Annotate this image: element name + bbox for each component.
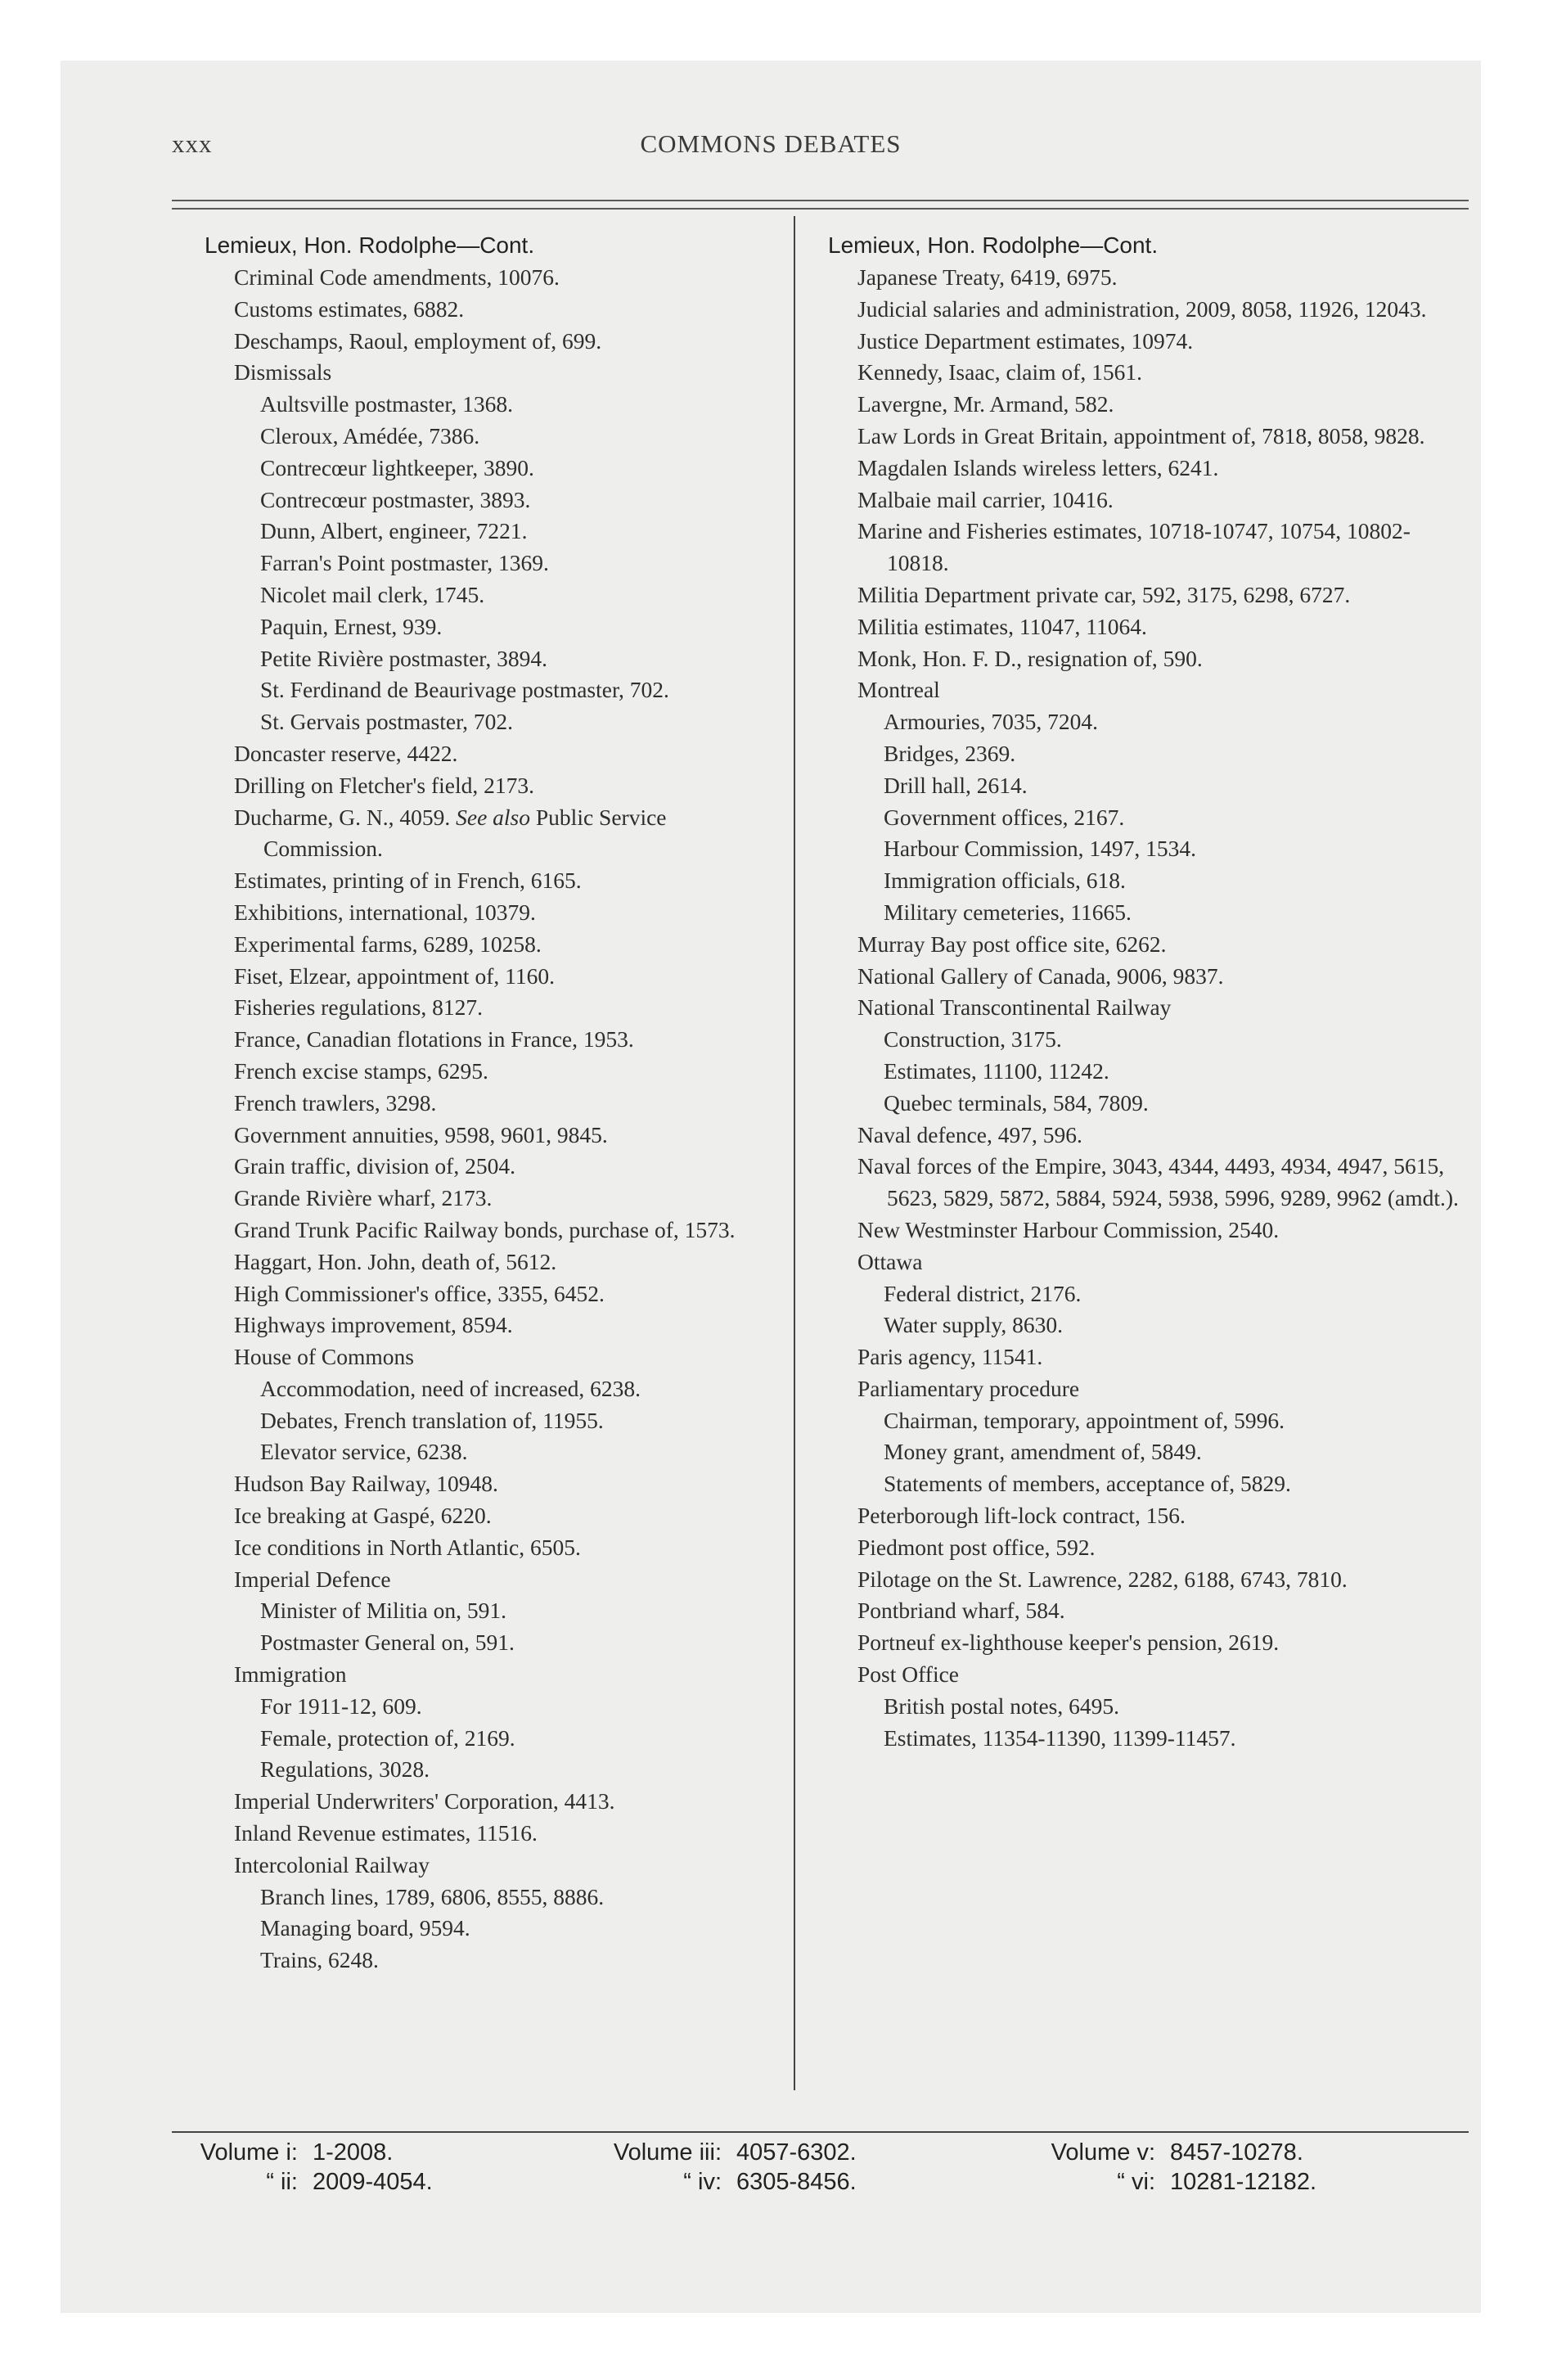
volume-group-3 — [1015, 2139, 1316, 2198]
volume-row — [1015, 2139, 1316, 2169]
index-entry — [828, 1215, 1466, 1246]
entry-text: Grain traffic, division of, 2504. — [234, 1153, 515, 1179]
index-entry — [205, 992, 777, 1024]
entry-text: Inland Revenue estimates, 11516. — [234, 1820, 538, 1846]
entry-text: Minister of Militia on, 591. — [260, 1598, 506, 1624]
index-entry — [828, 611, 1466, 643]
entry-text: Intercolonial Railway — [234, 1851, 430, 1877]
index-entry — [205, 1120, 777, 1152]
entry-text: Doncaster reserve, 4422. — [234, 740, 458, 766]
index-subentry — [828, 833, 1466, 865]
entry-text: Armouries, 7035, 7204. — [884, 709, 1098, 735]
index-entry — [205, 1278, 777, 1310]
left-column — [205, 229, 777, 1977]
entry-text: For 1911-12, 609. — [260, 1693, 422, 1719]
index-entry — [828, 485, 1466, 516]
index-entry — [205, 1850, 777, 1882]
column-divider — [794, 216, 795, 2090]
entry-text: Montreal — [857, 677, 940, 703]
index-entry — [828, 1246, 1466, 1278]
index-subentry — [828, 706, 1466, 738]
index-subentry — [205, 1405, 777, 1437]
index-entry — [205, 1183, 777, 1215]
index-subentry — [205, 453, 777, 485]
entry-text: Chairman, temporary, appointment of, 5996. — [884, 1407, 1285, 1433]
entry-text: Peterborough lift-lock contract, 156. — [857, 1503, 1186, 1529]
entry-text: Militia Department private car, 592, 3175, 6298, 6727. — [857, 581, 1351, 607]
index-entry — [828, 1120, 1466, 1152]
entry-text: Judicial salaries and administration, 2009, 8058, 11926, 12043. — [857, 295, 1427, 322]
see-also-reference: See also — [456, 804, 531, 830]
see-also-target: Public Service Commission. — [263, 804, 667, 862]
entry-text: Highways improvement, 8594. — [234, 1312, 513, 1338]
index-entry — [828, 1341, 1466, 1373]
index-entry — [205, 262, 777, 294]
document-page — [61, 61, 1481, 2313]
index-entry — [205, 897, 777, 929]
index-entry — [205, 738, 777, 770]
entry-text: New Westminster Harbour Commission, 2540. — [857, 1216, 1280, 1242]
entry-text: Ducharme, G. N., 4059. — [234, 804, 451, 830]
entry-text: British postal notes, 6495. — [884, 1693, 1119, 1719]
index-entry — [205, 802, 777, 866]
index-subentry — [205, 516, 777, 548]
entry-text: Kennedy, Isaac, claim of, 1561. — [857, 359, 1142, 385]
entry-text: Fiset, Elzear, appointment of, 1160. — [234, 962, 555, 989]
index-entry — [205, 1151, 777, 1183]
entry-text: Imperial Underwriters' Corporation, 4413. — [234, 1788, 615, 1814]
index-entry — [828, 1532, 1466, 1564]
volume-row — [581, 2139, 857, 2169]
entry-text: Magdalen Islands wireless letters, 6241. — [857, 454, 1219, 480]
volume-range: 6305-8456. — [736, 2169, 857, 2195]
entry-text: Debates, French translation of, 11955. — [260, 1407, 604, 1433]
volume-label: Volume i: — [200, 2139, 298, 2166]
entry-text: Law Lords in Great Britain, appointment of, 7818, 8058, 9828. — [857, 422, 1425, 449]
entry-text: Military cemeteries, 11665. — [884, 899, 1132, 925]
entry-text: Quebec terminals, 584, 7809. — [884, 1089, 1149, 1116]
index-entry — [828, 643, 1466, 675]
index-entry — [205, 929, 777, 961]
entry-text: Naval defence, 497, 596. — [857, 1121, 1082, 1147]
index-entry — [828, 516, 1466, 579]
entry-text: Experimental farms, 6289, 10258. — [234, 931, 542, 957]
index-entry — [205, 1564, 777, 1596]
entry-text: Pilotage on the St. Lawrence, 2282, 6188, 6743, 7810. — [857, 1566, 1348, 1592]
index-subentry — [205, 1723, 777, 1755]
index-entry — [828, 1373, 1466, 1405]
index-entry — [205, 1818, 777, 1850]
index-subentry — [828, 1056, 1466, 1088]
index-entry — [205, 1088, 777, 1120]
entry-text: Ice breaking at Gaspé, 6220. — [234, 1503, 492, 1529]
entry-text: Ice conditions in North Atlantic, 6505. — [234, 1534, 581, 1560]
index-subentry — [205, 1691, 777, 1723]
entry-text: Estimates, printing of in French, 6165. — [234, 868, 582, 894]
index-entry — [205, 1024, 777, 1056]
volume-row — [1015, 2169, 1316, 2198]
entry-text: Bridges, 2369. — [884, 740, 1016, 766]
entry-text: Cleroux, Amédée, 7386. — [260, 422, 480, 449]
entry-text: Nicolet mail clerk, 1745. — [260, 581, 485, 607]
index-entry — [828, 1151, 1466, 1215]
index-subentry — [205, 706, 777, 738]
volume-label: Volume iii: — [613, 2139, 722, 2166]
entry-text: National Gallery of Canada, 9006, 9837. — [857, 962, 1224, 989]
entry-text: Customs estimates, 6882. — [234, 295, 465, 322]
entry-text: Grand Trunk Pacific Railway bonds, purchase of, 1573. — [234, 1216, 736, 1242]
index-subentry — [205, 643, 777, 675]
entry-text: French trawlers, 3298. — [234, 1089, 437, 1116]
index-entry — [828, 929, 1466, 961]
volume-range: 1-2008. — [313, 2139, 394, 2166]
index-subentry — [205, 485, 777, 516]
right-column — [828, 229, 1466, 1754]
entry-text: Farran's Point postmaster, 1369. — [260, 550, 549, 576]
entry-text: Contrecœur lightkeeper, 3890. — [260, 454, 534, 480]
entry-text: Exhibitions, international, 10379. — [234, 899, 536, 925]
index-subentry — [828, 1723, 1466, 1755]
volume-row — [581, 2169, 857, 2198]
index-subentry — [828, 802, 1466, 834]
entry-text: Contrecœur postmaster, 3893. — [260, 486, 531, 512]
entry-text: Money grant, amendment of, 5849. — [884, 1439, 1202, 1465]
right-column-heading: Lemieux, Hon. Rodolphe—Cont. — [828, 232, 1159, 258]
entry-text: Grande Rivière wharf, 2173. — [234, 1185, 493, 1211]
index-entry — [205, 1309, 777, 1341]
volume-label: “ ii: — [266, 2169, 298, 2195]
entry-text: Militia estimates, 11047, 11064. — [857, 613, 1147, 639]
index-subentry — [205, 1595, 777, 1627]
index-entry — [828, 389, 1466, 421]
index-subentry — [828, 1088, 1466, 1120]
index-subentry — [828, 1024, 1466, 1056]
index-subentry — [205, 1436, 777, 1468]
index-subentry — [828, 738, 1466, 770]
index-subentry — [828, 865, 1466, 897]
entry-text: Criminal Code amendments, 10076. — [234, 264, 560, 290]
entry-text: Japanese Treaty, 6419, 6975. — [857, 264, 1118, 290]
volume-range: 2009-4054. — [313, 2169, 433, 2195]
index-entry — [828, 1500, 1466, 1532]
index-entry — [828, 1659, 1466, 1691]
entry-text: Construction, 3175. — [884, 1026, 1062, 1053]
index-entry — [828, 453, 1466, 485]
page-number: xxx — [172, 129, 213, 158]
index-subentry — [828, 1278, 1466, 1310]
entry-text: Aultsville postmaster, 1368. — [260, 391, 514, 417]
entry-text: Government annuities, 9598, 9601, 9845. — [234, 1121, 608, 1147]
index-entry — [828, 326, 1466, 358]
entry-text: National Transcontinental Railway — [857, 994, 1172, 1021]
entry-text: Deschamps, Raoul, employment of, 699. — [234, 327, 602, 354]
index-subentry — [205, 548, 777, 579]
entry-text: Drill hall, 2614. — [884, 772, 1028, 798]
entry-text: High Commissioner's office, 3355, 6452. — [234, 1280, 605, 1306]
entry-text: Piedmont post office, 592. — [857, 1534, 1096, 1560]
index-entry — [205, 1500, 777, 1532]
entry-text: Justice Department estimates, 10974. — [857, 327, 1194, 354]
index-subentry — [205, 579, 777, 611]
index-entry — [205, 770, 777, 802]
entry-text: Lavergne, Mr. Armand, 582. — [857, 391, 1114, 417]
index-entry — [205, 1246, 777, 1278]
volume-range: 10281-12182. — [1170, 2169, 1316, 2195]
index-entry — [205, 357, 777, 389]
entry-text: Paquin, Ernest, 939. — [260, 613, 443, 639]
index-subentry — [205, 1882, 777, 1913]
index-entry — [828, 992, 1466, 1024]
entry-text: Postmaster General on, 591. — [260, 1629, 515, 1656]
index-subentry — [828, 1309, 1466, 1341]
index-subentry — [205, 1373, 777, 1405]
volume-row — [157, 2139, 433, 2169]
entry-text: French excise stamps, 6295. — [234, 1057, 488, 1084]
entry-text: St. Gervais postmaster, 702. — [260, 709, 513, 735]
entry-text: Paris agency, 11541. — [857, 1344, 1043, 1370]
entry-text: Government offices, 2167. — [884, 804, 1125, 830]
entry-text: Federal district, 2176. — [884, 1280, 1082, 1306]
header-rule-bottom — [172, 208, 1469, 210]
index-entry — [828, 262, 1466, 294]
entry-text: Trains, 6248. — [260, 1947, 379, 1973]
entry-text: Water supply, 8630. — [884, 1312, 1064, 1338]
entry-text: Monk, Hon. F. D., resignation of, 590. — [857, 645, 1203, 671]
index-subentry — [205, 421, 777, 453]
index-entry — [205, 1532, 777, 1564]
entry-text: Post Office — [857, 1661, 959, 1688]
entry-text: Dismissals — [234, 359, 332, 385]
index-subentry — [205, 674, 777, 706]
entry-text: Petite Rivière postmaster, 3894. — [260, 645, 547, 671]
index-entry — [828, 357, 1466, 389]
volume-row — [157, 2169, 433, 2198]
index-entry — [205, 1341, 777, 1373]
volume-label: “ iv: — [683, 2169, 722, 2195]
index-entry — [828, 579, 1466, 611]
entry-text: Portneuf ex-lighthouse keeper's pension, 2619. — [857, 1629, 1280, 1656]
entry-text: Immigration officials, 618. — [884, 868, 1126, 894]
entry-text: Fisheries regulations, 8127. — [234, 994, 483, 1021]
entry-text: Dunn, Albert, engineer, 7221. — [260, 518, 528, 544]
index-subentry — [828, 1468, 1466, 1500]
entry-text: Naval forces of the Empire, 3043, 4344, 4493, 4934, 4947, 5615, 5623, 5829, 5872, 5884, 5924, 5938, 5996, 9289, 9962 (amdt.). — [857, 1153, 1459, 1211]
index-subentry — [205, 1945, 777, 1977]
index-entry — [828, 1595, 1466, 1627]
entry-text: Managing board, 9594. — [260, 1915, 470, 1941]
index-subentry — [205, 1754, 777, 1786]
index-entry — [205, 1659, 777, 1691]
index-entry — [205, 326, 777, 358]
index-entry — [828, 1627, 1466, 1659]
volume-label: “ vi: — [1117, 2169, 1155, 2195]
entry-text: House of Commons — [234, 1344, 414, 1370]
index-subentry — [205, 611, 777, 643]
volume-range: 8457-10278. — [1170, 2139, 1303, 2166]
entry-text: Estimates, 11100, 11242. — [884, 1057, 1109, 1084]
index-entry — [205, 1215, 777, 1246]
entry-text: Regulations, 3028. — [260, 1756, 430, 1783]
index-subentry — [205, 1913, 777, 1945]
entry-text: Estimates, 11354-11390, 11399-11457. — [884, 1724, 1236, 1751]
entry-text: Female, protection of, 2169. — [260, 1724, 515, 1751]
entry-text: Harbour Commission, 1497, 1534. — [884, 836, 1196, 862]
index-subentry — [828, 1436, 1466, 1468]
entry-text: Marine and Fisheries estimates, 10718-10747, 10754, 10802-10818. — [857, 518, 1411, 576]
entry-text: Elevator service, 6238. — [260, 1439, 468, 1465]
index-subentry — [828, 1691, 1466, 1723]
index-subentry — [828, 770, 1466, 802]
entry-text: Drilling on Fletcher's field, 2173. — [234, 772, 534, 798]
index-subentry — [828, 897, 1466, 929]
volume-group-1 — [157, 2139, 433, 2198]
entry-text: Hudson Bay Railway, 10948. — [234, 1471, 498, 1497]
header-rule-top — [172, 200, 1469, 201]
entry-text: Murray Bay post office site, 6262. — [857, 931, 1167, 957]
index-entry — [205, 1056, 777, 1088]
entry-text: Ottawa — [857, 1248, 923, 1274]
footer-rule — [172, 2131, 1469, 2133]
entry-text: France, Canadian flotations in France, 1953. — [234, 1026, 634, 1053]
index-entry — [828, 674, 1466, 706]
entry-text: Pontbriand wharf, 584. — [857, 1598, 1065, 1624]
index-entry — [205, 1786, 777, 1818]
entry-text: Accommodation, need of increased, 6238. — [260, 1375, 641, 1401]
entry-text: Malbaie mail carrier, 10416. — [857, 486, 1114, 512]
index-subentry — [828, 1405, 1466, 1437]
index-entry — [205, 865, 777, 897]
running-head-title: COMMONS DEBATES — [640, 129, 902, 158]
volume-group-2 — [581, 2139, 857, 2198]
index-entry — [828, 1564, 1466, 1596]
entry-text: Immigration — [234, 1661, 347, 1688]
index-entry — [828, 961, 1466, 993]
index-subentry — [205, 389, 777, 421]
index-entry — [205, 294, 777, 326]
index-entry — [828, 421, 1466, 453]
entry-text: Parliamentary procedure — [857, 1375, 1080, 1401]
entry-text: Haggart, Hon. John, death of, 5612. — [234, 1248, 557, 1274]
entry-text: Branch lines, 1789, 6806, 8555, 8886. — [260, 1883, 605, 1909]
index-entry — [828, 294, 1466, 326]
index-entry — [205, 961, 777, 993]
entry-text: Imperial Defence — [234, 1566, 391, 1592]
volume-label: Volume v: — [1051, 2139, 1155, 2166]
index-entry — [205, 1468, 777, 1500]
entry-text: St. Ferdinand de Beaurivage postmaster, 702. — [260, 677, 669, 703]
volume-range: 4057-6302. — [736, 2139, 857, 2166]
index-subentry — [205, 1627, 777, 1659]
entry-text: Statements of members, acceptance of, 5829. — [884, 1471, 1291, 1497]
left-column-heading: Lemieux, Hon. Rodolphe—Cont. — [205, 232, 535, 258]
